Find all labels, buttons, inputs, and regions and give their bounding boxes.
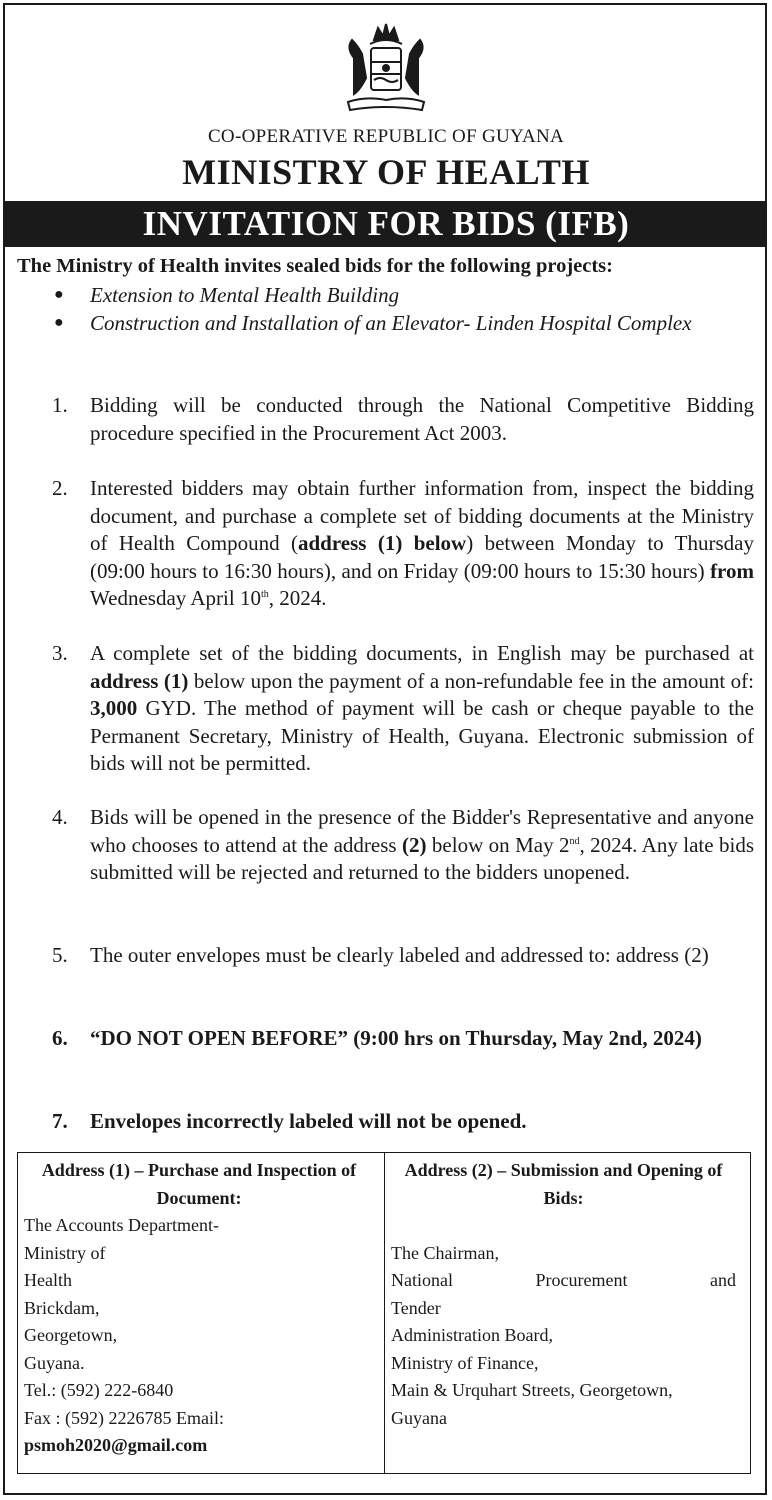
address-line: The Chairman,	[391, 1242, 499, 1263]
clause-5: 5. The outer envelopes must be clearly labeled and addressed to: address (2)	[52, 943, 709, 967]
list-item: ● Extension to Mental Health Building	[54, 283, 400, 307]
phone-line: Tel.: (592) 222-6840	[24, 1380, 174, 1400]
clause-6: 6. “DO NOT OPEN BEFORE” (9:00 hrs on Thursday, May 2nd, 2024)	[52, 1026, 702, 1050]
ministry-name: MINISTRY OF HEALTH	[182, 152, 590, 192]
address-line: Health	[24, 1270, 72, 1290]
clause-4: 4. Bids will be opened in the presence of the Bidder's Representative and anyone who chooses to attend at the address (2) below on May 2nd, 2024. Any late bids submitted will be rejected and returned to the bidders unopened.	[52, 805, 754, 884]
bullet-icon: ●	[54, 314, 64, 331]
address-line: Administration Board,	[391, 1325, 553, 1345]
email-address: psmoh2020@gmail.com	[24, 1435, 208, 1455]
address-2-heading: Address (2) – Submission and Opening of Bids:	[404, 1160, 723, 1208]
address-line: Georgetown,	[24, 1325, 118, 1345]
list-item: ● Construction and Installation of an Elevator- Linden Hospital Complex	[54, 311, 692, 335]
address-1-column	[24, 1153, 374, 1460]
fax-line: Fax : (592) 2226785 Email:	[24, 1407, 224, 1428]
address-table	[17, 1152, 751, 1474]
address-line: Ministry of	[24, 1242, 106, 1263]
bullet-icon: ●	[54, 286, 64, 303]
address-line: Tender	[391, 1297, 441, 1318]
republic-name: CO-OPERATIVE REPUBLIC OF GUYANA	[207, 126, 565, 147]
address-line: Main & Urquhart Streets, Georgetown,	[391, 1380, 673, 1400]
address-line: Guyana.	[24, 1352, 85, 1373]
address-line: Guyana	[391, 1407, 447, 1428]
clause-2: 2. Interested bidders may obtain further information from, inspect the bidding document, and purchase a complete set of bidding documents at the Ministry of Health Compound (address (1) below) between Monday to Thursday (09:00 hours to 16:30 hours), and on Friday (09:00 hours to 15:30 hours) from Wednesday April 10th, 2024.	[52, 476, 754, 610]
address-line: Brickdam,	[24, 1297, 100, 1318]
clause-3: 3. A complete set of the bidding documents, in English may be purchased at address (1) below upon the payment of a non-refundable fee in the amount of: 3,000 GYD. The method of payment will be cash or cheque payable to the Permanent Secretary, Ministry of Health, Guyana. Electronic submission of bids will not be permitted.	[52, 641, 755, 775]
coat-of-arms-emblem	[336, 18, 436, 118]
address-line: Ministry of Finance,	[391, 1352, 539, 1373]
intro-text: The Ministry of Health invites sealed bids for the following projects:	[17, 255, 613, 277]
address-2-column	[391, 1153, 736, 1432]
title-banner: INVITATION FOR BIDS (IFB)	[5, 201, 767, 247]
project-list	[52, 281, 732, 337]
clause-7: 7. Envelopes incorrectly labeled will not be opened.	[52, 1109, 527, 1133]
clause-1: 1. Bidding will be conducted through the National Competitive Bidding procedure specified in the Procurement Act 2003.	[52, 393, 754, 445]
address-line: National Procurement and	[391, 1270, 736, 1290]
address-1-heading: Address (1) – Purchase and Inspection of Document:	[41, 1160, 357, 1208]
address-line: The Accounts Department-	[24, 1215, 219, 1235]
column-divider	[384, 1153, 385, 1473]
